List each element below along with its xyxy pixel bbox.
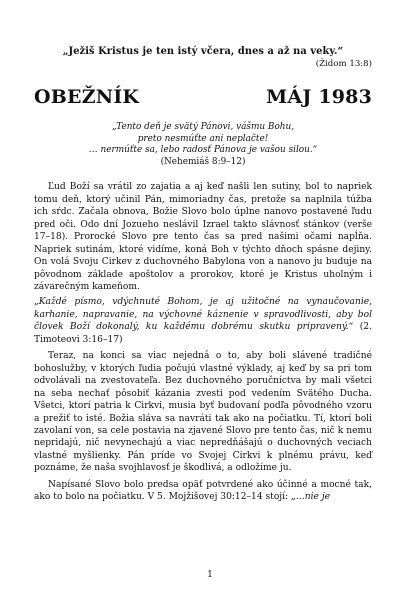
scripture-quote-text: „Každé písmo, vdýchnuté Bohom, je aj užitočné na vynaučovanie, karhanie, napravanie, na výchovné káznenie v spravodlivosti, aby bol človek Boží dokonalý, ku každému dobrému skutku pripravený.“ (34, 297, 372, 333)
epigraph-line: … nermúťte sa, lebo radosť Pánova je vašou silou.“ (88, 145, 318, 156)
epigraph-reference: (Nehemiáš 8:9–12) (160, 156, 246, 167)
scripture-quote-reference: (2. Timoteovi 3:16–17) (34, 322, 372, 345)
epigraph (34, 122, 372, 168)
body-paragraph-3-text: Napísané Slovo bolo predsa opäť potvrdené ako účinné a mocné tak, ako to bolo na počiatku. V 5. Mojžišovej 30:12–14 stojí: (34, 479, 372, 503)
header-motto-reference: (Židom 13:8) (315, 59, 372, 69)
scripture-quote (34, 296, 372, 346)
body-paragraph-2: Teraz, na konci sa viac nejedná o to, aby boli slávené tradičné bohoslužby, v ktorých ľudia počujú vlastné výklady, aj keď by sa pri tom odvolávali na zvestovateľa. Bez duchovného poručníctva by mali všetci na seba nechať pôsobiť kázania zvesti pod vedením Svätého Ducha. Všetci, ktorí patria k Cirkvi, musia byť budovaní podľa pôvodného vzoru a prežiť to isté. Božia sláva sa navráti tak ako na počiatku. Tí, ktorí boli zavolaní von, sa cele postavia na zjavené Slovo pre tento čas, nič k nemu nepridajú, nič nevynechajú a viac nepredňášajú o duchovných veciach vlastné myšlienky. Pán príde vo Svojej Cirkvi k plnému právu, keď poznáme, že naša svojhlavosť je škodlivá, a odložíme ju. (34, 351, 372, 474)
newsletter-title: OBEŽNÍK (34, 86, 140, 108)
title-row (34, 86, 372, 108)
body-paragraph-3 (34, 479, 372, 504)
issue-date: MÁJ 1983 (266, 86, 372, 108)
header-motto: „Ježiš Kristus je ten istý včera, dnes a až na veky.“ (62, 46, 344, 57)
body-paragraph-1: Ľud Boží sa vrátil zo zajatia a aj keď našli len sutiny, bol to napriek tomu deň, ktorý učinil Pán, mimoriadny čas, pretože sa naplnila túžba ich sŕdc. Začala obnova, Božie Slovo bolo úplne nanovo postavené ľudu pred oči. Odo dní Jozueho neslávil Izrael takto slávnosť stánkov (verše 17–18). Prorocké Slovo pre tento čas sa pred našimi očami napĺňa. Napriek sutinám, ktoré vidíme, koná Boh v týchto dňoch spásne dejiny. On volá Svoju Cirkev z duchovného Babylona von a nanovo ju buduje na pôvodnom základe apoštolov a prorokov, ktoré je Kristus uholným i závarečným kameňom. (34, 182, 372, 292)
epigraph-line: „Tento deň je svätý Pánovi, vášmu Bohu, (111, 122, 295, 132)
page-number: 1 (207, 570, 213, 580)
epigraph-line: preto nesmúťte ani neplačte! (137, 133, 269, 144)
body-paragraph-3-italic: „…nie je (290, 492, 331, 503)
